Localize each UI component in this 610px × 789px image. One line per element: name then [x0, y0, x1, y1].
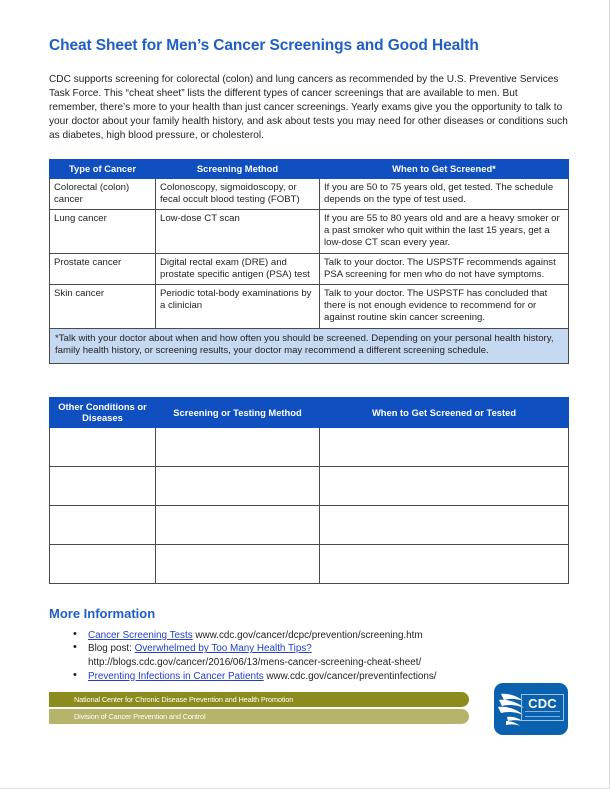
cell-method[interactable] [156, 466, 320, 505]
cell-when[interactable] [320, 505, 569, 544]
table-row [50, 544, 569, 583]
link-preventing-infections-in-cancer-patients[interactable]: Preventing Infections in Cancer Patients [88, 670, 264, 682]
cell-cancer-type: Lung cancer [50, 209, 156, 253]
table-row [50, 505, 569, 544]
cell-cancer-type: Colorectal (colon) cancer [50, 178, 156, 209]
table-row [50, 178, 569, 209]
cell-when-screened: Talk to your doctor. The USPSTF has concluded that there is not enough evidence to recommend for or against routine skin cancer screening. [320, 284, 569, 328]
table-row [50, 427, 569, 466]
other-conditions-header-row [50, 397, 569, 427]
footer-division-bar: Division of Cancer Prevention and Control [49, 709, 469, 724]
list-item [73, 668, 568, 684]
cell-when[interactable] [320, 466, 569, 505]
cell-screening-method: Digital rectal exam (DRE) and prostate specific antigen (PSA) test [156, 253, 320, 284]
cell-screening-method: Low-dose CT scan [156, 209, 320, 253]
table-row [50, 284, 569, 328]
other-conditions-table [49, 397, 569, 584]
header-screening-method: Screening Method [156, 160, 320, 179]
footer-center-bar: National Center for Chronic Disease Prevention and Health Promotion [49, 692, 469, 707]
link-overwhelmed-by-too-many-health-tips[interactable]: Overwhelmed by Too Many Health Tips? [134, 643, 312, 655]
link-cancer-screening-tests[interactable]: Cancer Screening Tests [88, 629, 193, 641]
more-information-heading: More Information [49, 605, 156, 621]
cell-condition[interactable] [50, 466, 156, 505]
header-when-to-get-screened-or-tested: When to Get Screened or Tested [320, 397, 569, 427]
cdc-logo [494, 683, 568, 735]
cell-when-screened: If you are 50 to 75 years old, get tested. The schedule depends on the type of test used. [320, 178, 569, 209]
bullet-icon: • [73, 627, 77, 640]
table-row [50, 209, 569, 253]
cell-condition[interactable] [50, 544, 156, 583]
cdc-wordmark-text: CDC [528, 696, 557, 711]
bullet-icon: • [73, 641, 77, 654]
footnote-text: *Talk with your doctor about when and how often you should be screened. Depending on your personal health history, family health history, or screening results, your doctor may recommend a different screening schedule. [50, 328, 569, 363]
cell-condition[interactable] [50, 427, 156, 466]
url-text: www.cdc.gov/cancer/dcpc/prevention/screening.htm [192, 629, 423, 641]
more-information-list [49, 629, 568, 683]
screening-table-footnote-row [50, 328, 569, 363]
cell-when-screened: Talk to your doctor. The USPSTF recommends against PSA screening for men who do not have symptoms. [320, 253, 569, 284]
bullet-icon: • [73, 668, 77, 681]
table-row [50, 466, 569, 505]
cell-condition[interactable] [50, 505, 156, 544]
cell-method[interactable] [156, 505, 320, 544]
screening-table [49, 159, 569, 364]
header-type-of-cancer: Type of Cancer [50, 160, 156, 179]
cell-screening-method: Colonoscopy, sigmoidoscopy, or fecal occult blood testing (FOBT) [156, 178, 320, 209]
list-item [73, 627, 568, 643]
cell-method[interactable] [156, 544, 320, 583]
cell-when[interactable] [320, 544, 569, 583]
table-row [50, 253, 569, 284]
url-text: www.cdc.gov/cancer/preventinfections/ [263, 670, 437, 682]
header-screening-or-testing-method: Screening or Testing Method [156, 397, 320, 427]
cdc-wordmark-rule [525, 711, 560, 717]
link-prefix: Blog post: [88, 643, 135, 655]
page-content [49, 0, 568, 683]
cell-method[interactable] [156, 427, 320, 466]
url-text: http://blogs.cdc.gov/cancer/2016/06/13/mens-cancer-screening-cheat-sheet/ [88, 656, 422, 668]
intro-paragraph: CDC supports screening for colorectal (colon) and lung cancers as recommended by the U.S. Preventive Services Task Force. This “cheat sheet” lists the different types of cancer screenings that are available to men. But remember, there’s more to your health than just cancer screenings. Yearly exams give you the opportunity to talk to your doctor about your family health history, and ask about tests you may need for other diseases or conditions such as diabetes, high blood pressure, or cholesterol. [49, 73, 568, 141]
page-title: Cheat Sheet for Men’s Cancer Screenings and Good Health [49, 37, 479, 54]
cell-when[interactable] [320, 427, 569, 466]
screening-table-header-row [50, 160, 569, 179]
list-item [73, 641, 568, 669]
cell-screening-method: Periodic total-body examinations by a clinician [156, 284, 320, 328]
cell-cancer-type: Prostate cancer [50, 253, 156, 284]
cdc-wordmark [521, 694, 564, 721]
header-when-to-get-screened: When to Get Screened* [320, 160, 569, 179]
header-other-conditions: Other Conditions or Diseases [50, 397, 156, 427]
page-footer [49, 692, 568, 752]
cell-cancer-type: Skin cancer [50, 284, 156, 328]
cell-when-screened: If you are 55 to 80 years old and are a heavy smoker or a past smoker who quit within the last 15 years, get a low-dose CT scan every year. [320, 209, 569, 253]
